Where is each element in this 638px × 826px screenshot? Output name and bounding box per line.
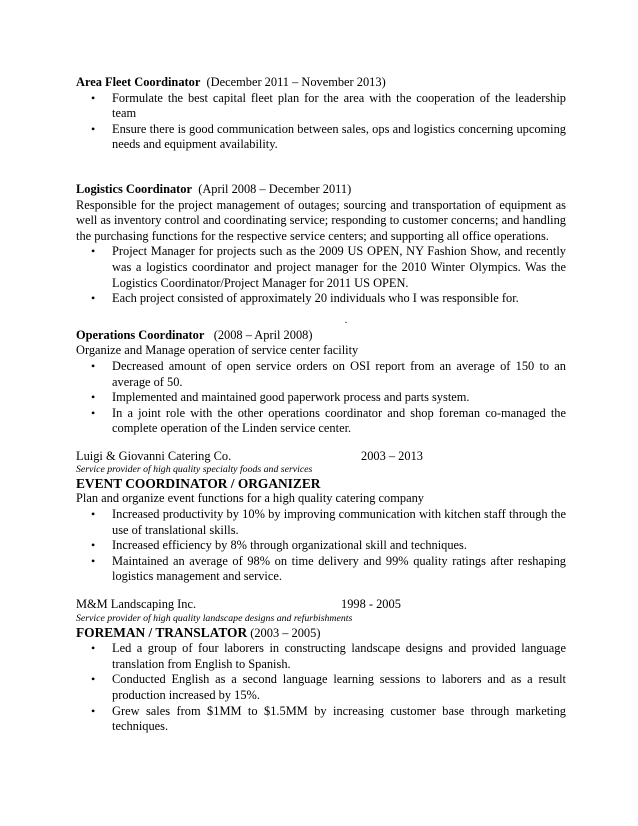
job-title: Logistics Coordinator: [76, 181, 192, 196]
company-line: [76, 449, 436, 465]
list-item: • Increased productivity by 10% by improving communication with kitchen staff through the use of translational skills.: [112, 507, 566, 538]
section-intro: Organize and Manage operation of service center facility: [76, 343, 359, 358]
job-dates: (December 2011 – November 2013): [206, 75, 386, 89]
bullet-list: [76, 641, 566, 735]
role-line: [76, 625, 566, 642]
section-heading: [76, 328, 566, 344]
section-heading: [76, 75, 566, 91]
bullet-list: [76, 91, 566, 153]
job-dates: (April 2008 – December 2011): [198, 181, 352, 196]
job-dates: (2008 – April 2008): [213, 327, 313, 342]
company-dates: 2003 – 2013: [361, 448, 423, 463]
company-line: [76, 597, 436, 613]
bullet-list: [76, 244, 566, 306]
role-intro: Plan and organize event functions for a high quality catering company: [76, 491, 424, 506]
list-item: • Each project consisted of approximately 20 individuals who I was responsible for.: [112, 291, 566, 307]
section-logistics-coordinator: [76, 182, 566, 307]
list-item: • Led a group of four laborers in constructing landscape designs and provided language translation from English to Spanish.: [112, 641, 566, 672]
list-item: • Grew sales from $1MM to $1.5MM by increasing customer base through marketing techniques.: [112, 704, 566, 735]
section-heading: [76, 182, 566, 198]
company-dates: 1998 - 2005: [341, 597, 401, 612]
resume-page: [76, 75, 566, 735]
company-name: M&M Landscaping Inc.: [76, 597, 197, 612]
section-area-fleet-coordinator: [76, 75, 566, 153]
company-name: Luigi & Giovanni Catering Co.: [76, 448, 232, 463]
list-item: • Project Manager for projects such as the 2009 US OPEN, NY Fashion Show, and recently was a logistics coordinator and project manager for the 2010 Winter Olympics. Was the Logistics Coordinator/Project Manager for 2011 US OPEN.: [112, 244, 566, 291]
list-item: • Ensure there is good communication between sales, ops and logistics concerning upcoming needs and equipment availability.: [112, 122, 566, 153]
section-intro: Responsible for the project management of outages; sourcing and transportation of equipment as well as inventory control and coordinating service; responding to customer concerns; and handling the purchasing functions for the respective service centers; and supporting all office operations.: [76, 197, 566, 243]
list-item: • Decreased amount of open service orders on OSI report from an average of 150 to an average of 50.: [112, 359, 566, 390]
bullet-list: [76, 507, 566, 585]
job-title: Operations Coordinator: [76, 327, 205, 342]
job-title: Area Fleet Coordinator: [76, 75, 201, 89]
list-item: • Conducted English as a second language learning sessions to laborers and as a result production increased by 15%.: [112, 672, 566, 703]
company-description: Service provider of high quality specialty foods and services: [76, 464, 313, 476]
job-landscaping: [76, 597, 566, 735]
list-item: • Implemented and maintained good paperwork process and parts system.: [112, 390, 566, 406]
list-item: • In a joint role with the other operations coordinator and shop foreman co-managed the complete operation of the Linden service center.: [112, 406, 566, 437]
list-item: • Maintained an average of 98% on time delivery and 99% quality ratings after reshaping logistics management and service.: [112, 554, 566, 585]
company-description: Service provider of high quality landscape designs and refurbishments: [76, 612, 353, 624]
list-item: • Formulate the best capital fleet plan for the area with the cooperation of the leadership team: [112, 91, 566, 122]
bullet-list: [76, 359, 566, 437]
job-catering: [76, 449, 566, 585]
list-item: • Increased efficiency by 8% through organizational skill and techniques.: [112, 538, 566, 554]
role-dates: (2003 – 2005): [250, 625, 321, 640]
role-title: EVENT COORDINATOR / ORGANIZER: [76, 476, 321, 492]
section-operations-coordinator: [76, 328, 566, 437]
separator-dot: .: [344, 314, 348, 326]
role-title: FOREMAN / TRANSLATOR: [76, 624, 248, 640]
